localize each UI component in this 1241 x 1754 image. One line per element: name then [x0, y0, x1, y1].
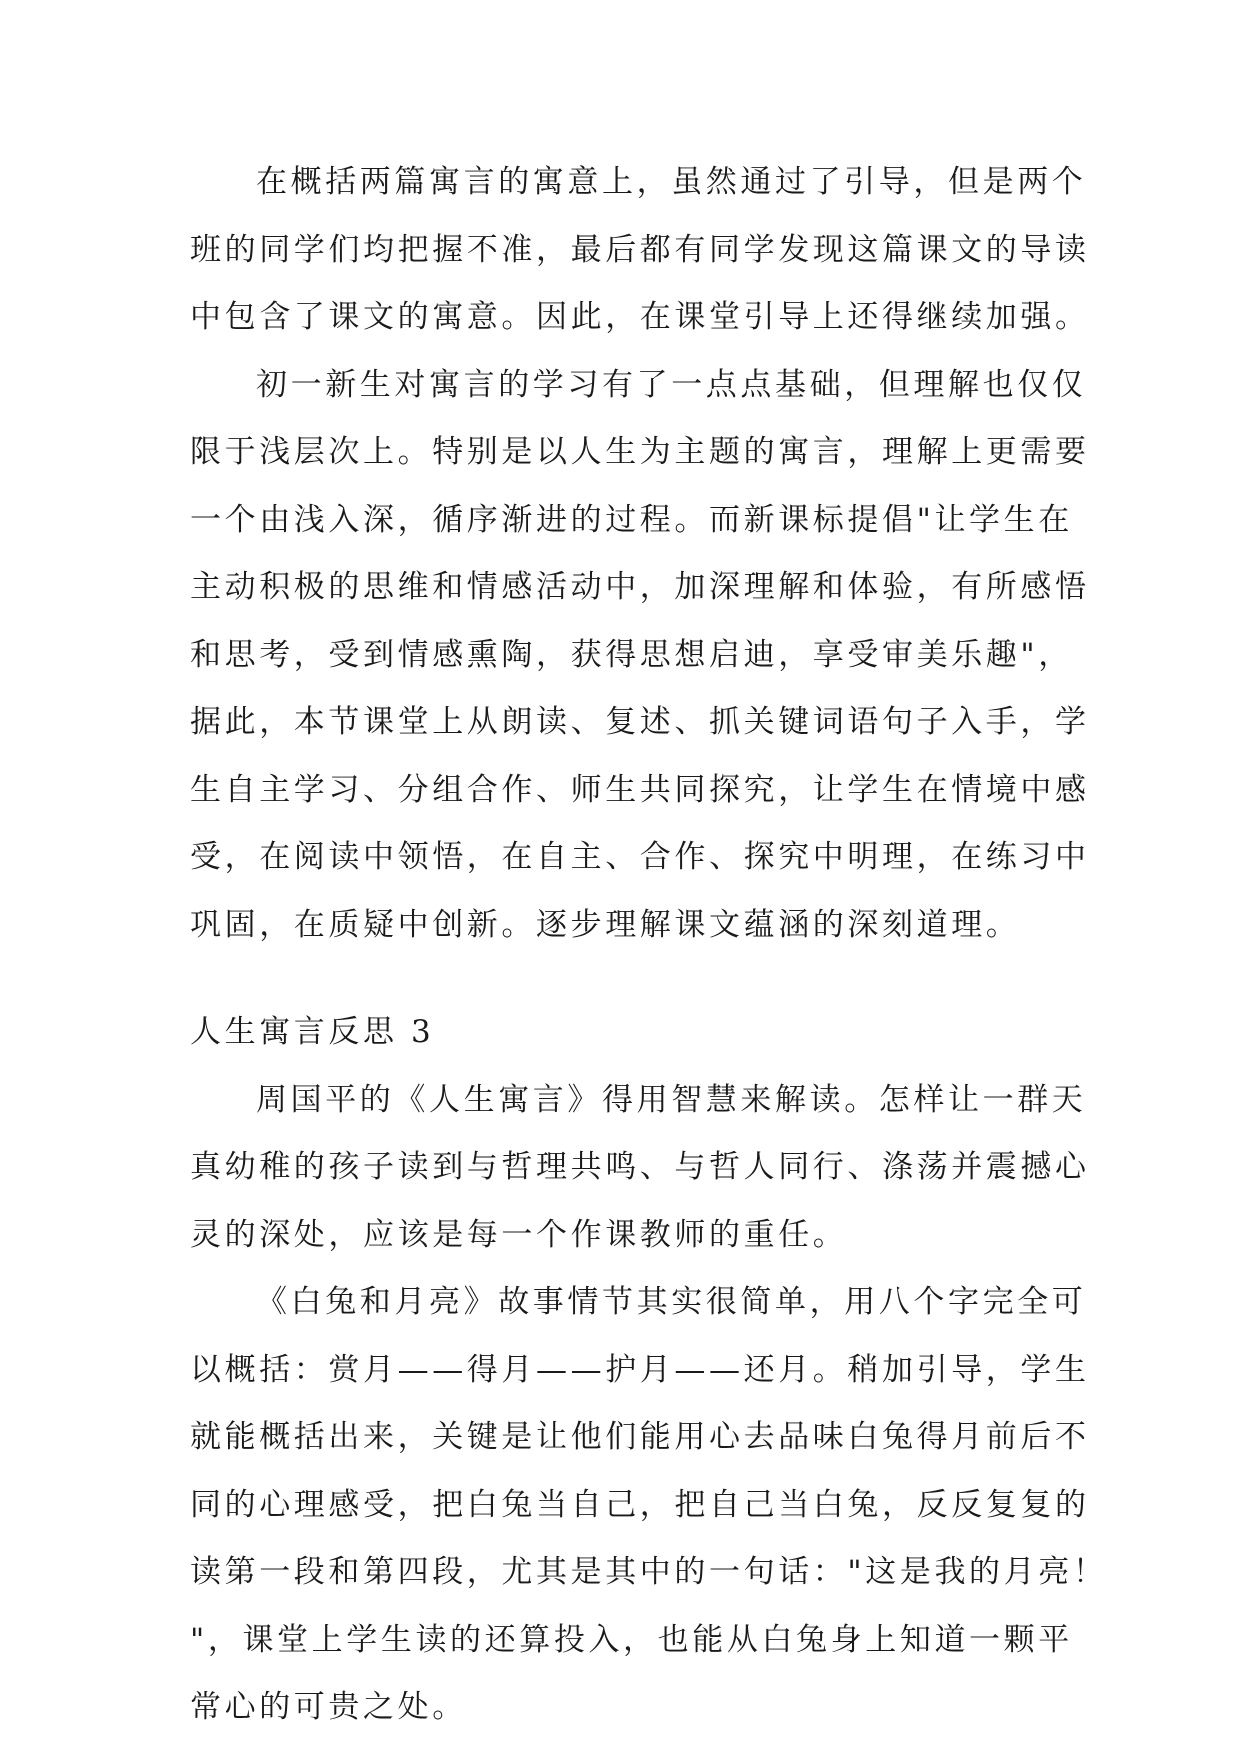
- paragraph-line: 初一新生对寓言的学习有了一点点基础，但理解也仅仅: [256, 367, 1087, 403]
- paragraph-line: 《白兔和月亮》故事情节其实很简单，用八个字完全可: [256, 1284, 1087, 1320]
- paragraph-line: 灵的深处，应该是每一个作课教师的重任。: [190, 1217, 848, 1253]
- paragraph-line: 中包含了课文的寓意。因此，在课堂引导上还得继续加强。: [190, 299, 1090, 335]
- paragraph-line: 限于浅层次上。特别是以人生为主题的寓言，理解上更需要: [190, 434, 1090, 470]
- paragraph-line: 班的同学们均把握不准，最后都有同学发现这篇课文的导读: [190, 232, 1090, 268]
- paragraph-line: 读第一段和第四段，尤其是其中的一句话："这是我的月亮！: [190, 1554, 1108, 1590]
- paragraph-line: 周国平的《人生寓言》得用智慧来解读。怎样让一群天: [256, 1082, 1087, 1118]
- paragraph-line: 在概括两篇寓言的寓意上，虽然通过了引导，但是两个: [256, 164, 1087, 200]
- paragraph-line: 生自主学习、分组合作、师生共同探究，让学生在情境中感: [190, 772, 1090, 808]
- paragraph-line: 一个由浅入深，循序渐进的过程。而新课标提倡"让学生在: [190, 502, 1073, 538]
- paragraph-line: 受，在阅读中领悟，在自主、合作、探究中明理，在练习中: [190, 839, 1090, 875]
- paragraph-line: 以概括：赏月——得月——护月——还月。稍加引导，学生: [190, 1352, 1090, 1388]
- paragraph-line: 真幼稚的孩子读到与哲理共鸣、与哲人同行、涤荡并震撼心: [190, 1149, 1090, 1185]
- paragraph-line: 据此，本节课堂上从朗读、复述、抓关键词语句子入手，学: [190, 704, 1090, 740]
- paragraph-line: 主动积极的思维和情感活动中，加深理解和体验，有所感悟: [190, 569, 1090, 605]
- paragraph-line: 常心的可贵之处。: [190, 1689, 467, 1725]
- paragraph-line: "，课堂上学生读的还算投入，也能从白兔身上知道一颗平: [190, 1622, 1073, 1658]
- section-heading: 人生寓言反思 3: [190, 1014, 435, 1050]
- paragraph-line: 巩固，在质疑中创新。逐步理解课文蕴涵的深刻道理。: [190, 907, 1021, 943]
- paragraph-line: 和思考，受到情感熏陶，获得思想启迪，享受审美乐趣"，: [190, 637, 1073, 673]
- paragraph-line: 同的心理感受，把白兔当自己，把自己当白兔，反反复复的: [190, 1487, 1090, 1523]
- paragraph-line: 就能概括出来，关键是让他们能用心去品味白兔得月前后不: [190, 1419, 1090, 1455]
